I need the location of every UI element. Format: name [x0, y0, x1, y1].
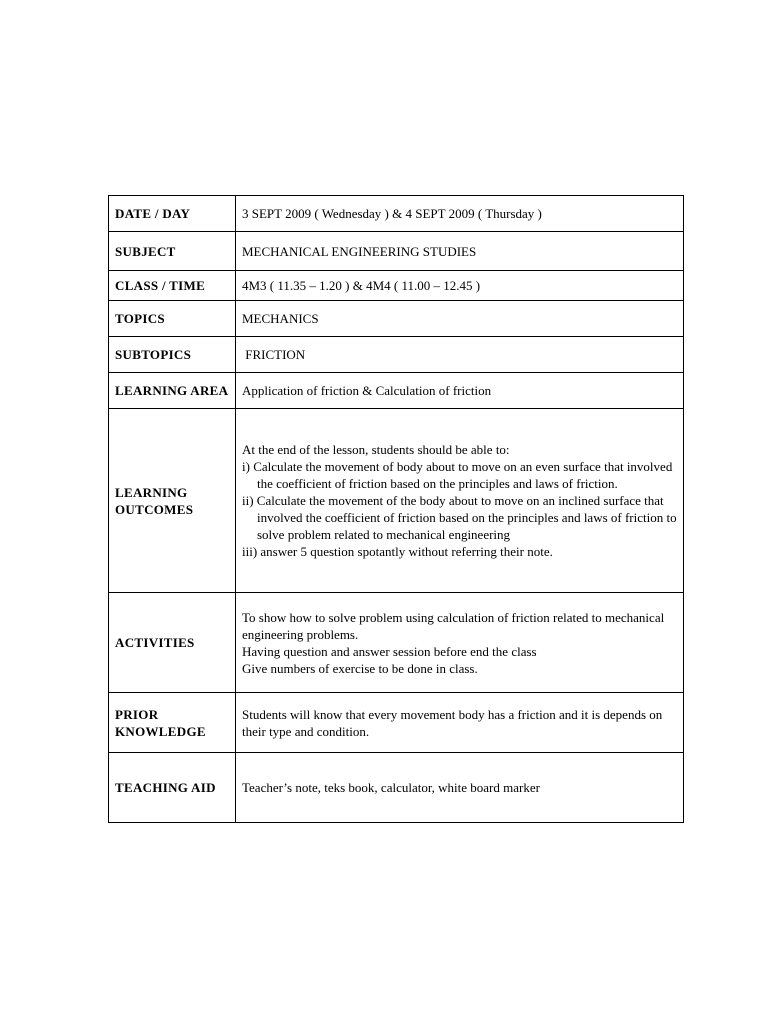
activity-line: To show how to solve problem using calculation of friction related to mechanical engineering problems. [242, 609, 665, 642]
label-learning-area: LEARNING AREA [109, 373, 236, 409]
activity-line: Give numbers of exercise to be done in class. [242, 660, 478, 676]
value-topics: MECHANICS [236, 301, 684, 337]
row-learning-outcomes [109, 409, 684, 593]
label-subject: SUBJECT [109, 232, 236, 271]
lesson-plan-table [108, 195, 684, 823]
label-topics: TOPICS [109, 301, 236, 337]
row-class-time [109, 271, 684, 301]
row-subject [109, 232, 684, 271]
row-activities [109, 593, 684, 693]
outcomes-intro: At the end of the lesson, students should be able to: [242, 442, 510, 457]
row-subtopics [109, 337, 684, 373]
value-learning-outcomes [236, 409, 684, 593]
label-teaching-aid: TEACHING AID [109, 753, 236, 823]
outcome-item: i) Calculate the movement of body about to move on an even surface that involved the coefficient of friction based on the principles and laws of friction. [242, 459, 673, 491]
value-prior-knowledge: Students will know that every movement body has a friction and it is depends on their type and condition. [236, 693, 684, 753]
outcome-item: ii) Calculate the movement of the body about to move on an inclined surface that involved the coefficient of friction based on the principles and laws of friction to solve problem related to mechanical engineering [242, 493, 677, 542]
value-subtopics: FRICTION [236, 337, 684, 373]
label-activities: ACTIVITIES [109, 593, 236, 693]
row-topics [109, 301, 684, 337]
row-prior-knowledge [109, 693, 684, 753]
row-teaching-aid [109, 753, 684, 823]
row-date-day [109, 196, 684, 232]
value-learning-area: Application of friction & Calculation of friction [236, 373, 684, 409]
activity-line: Having question and answer session before end the class [242, 643, 537, 659]
value-subject: MECHANICAL ENGINEERING STUDIES [236, 232, 684, 271]
value-date-day: 3 SEPT 2009 ( Wednesday ) & 4 SEPT 2009 ( Thursday ) [236, 196, 684, 232]
row-learning-area [109, 373, 684, 409]
value-activities [236, 593, 684, 693]
label-learning-outcomes: LEARNING OUTCOMES [109, 409, 236, 593]
outcome-item: iii) answer 5 question spotantly without referring their note. [242, 544, 553, 559]
label-class-time: CLASS / TIME [109, 271, 236, 301]
label-date-day: DATE / DAY [109, 196, 236, 232]
value-teaching-aid: Teacher’s note, teks book, calculator, white board marker [236, 753, 684, 823]
value-class-time: 4M3 ( 11.35 – 1.20 ) & 4M4 ( 11.00 – 12.45 ) [236, 271, 684, 301]
label-subtopics: SUBTOPICS [109, 337, 236, 373]
label-prior-knowledge: PRIOR KNOWLEDGE [109, 693, 236, 753]
